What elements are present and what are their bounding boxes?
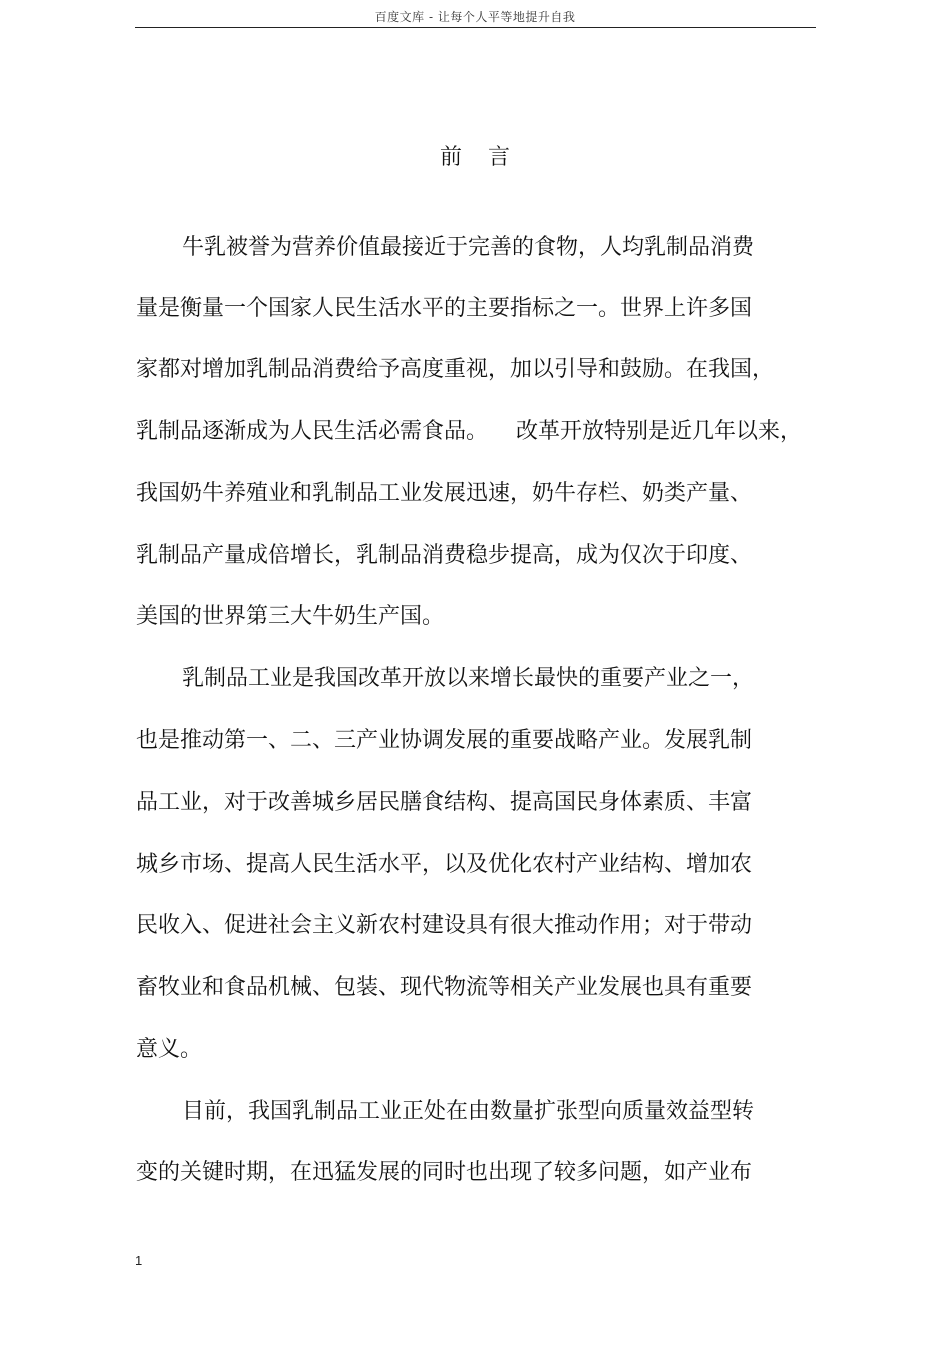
paragraph-2-line-2: 也是推动第一、二、三产业协调发展的重要战略产业。发展乳制	[136, 728, 753, 753]
paragraph-1-line-6: 乳制品产量成倍增长，乳制品消费稳步提高，成为仅次于印度、	[136, 543, 753, 568]
paragraph-3-line-2: 变的关键时期，在迅猛发展的同时也出现了较多问题，如产业布	[136, 1160, 753, 1185]
header-divider	[135, 27, 816, 28]
page-title: 前言	[439, 145, 536, 170]
page-header: 百度文库 - 让每个人平等地提升自我	[374, 10, 576, 24]
paragraph-2-line-5: 民收入、促进社会主义新农村建设具有很大推动作用；对于带动	[136, 913, 753, 938]
paragraph-1-line-5: 我国奶牛养殖业和乳制品工业发展迅速，奶牛存栏、奶类产量、	[136, 481, 753, 506]
paragraph-1-line-3: 家都对增加乳制品消费给予高度重视，加以引导和鼓励。在我国，	[136, 357, 775, 382]
paragraph-1-line-2: 量是衡量一个国家人民生活水平的主要指标之一。世界上许多国	[136, 296, 753, 321]
paragraph-1-line-4: 乳制品逐渐成为人民生活必需食品。 改革开放特别是近几年以来，	[136, 419, 802, 444]
page-number: 1	[135, 1253, 143, 1268]
paragraph-2-line-6: 畜牧业和食品机械、包装、现代物流等相关产业发展也具有重要	[136, 975, 753, 1000]
paragraph-2-line-4: 城乡市场、提高人民生活水平，以及优化农村产业结构、增加农	[136, 852, 753, 877]
paragraph-2-line-3: 品工业，对于改善城乡居民膳食结构、提高国民身体素质、丰富	[136, 790, 753, 815]
paragraph-1-line-7: 美国的世界第三大牛奶生产国。	[136, 604, 445, 629]
paragraph-1-line-1: 牛乳被誉为营养价值最接近于完善的食物，人均乳制品消费	[182, 235, 755, 260]
paragraph-2-line-1: 乳制品工业是我国改革开放以来增长最快的重要产业之一，	[182, 666, 755, 691]
paragraph-3-line-1: 目前，我国乳制品工业正处在由数量扩张型向质量效益型转	[182, 1099, 755, 1124]
paragraph-2-line-7: 意义。	[136, 1037, 203, 1062]
